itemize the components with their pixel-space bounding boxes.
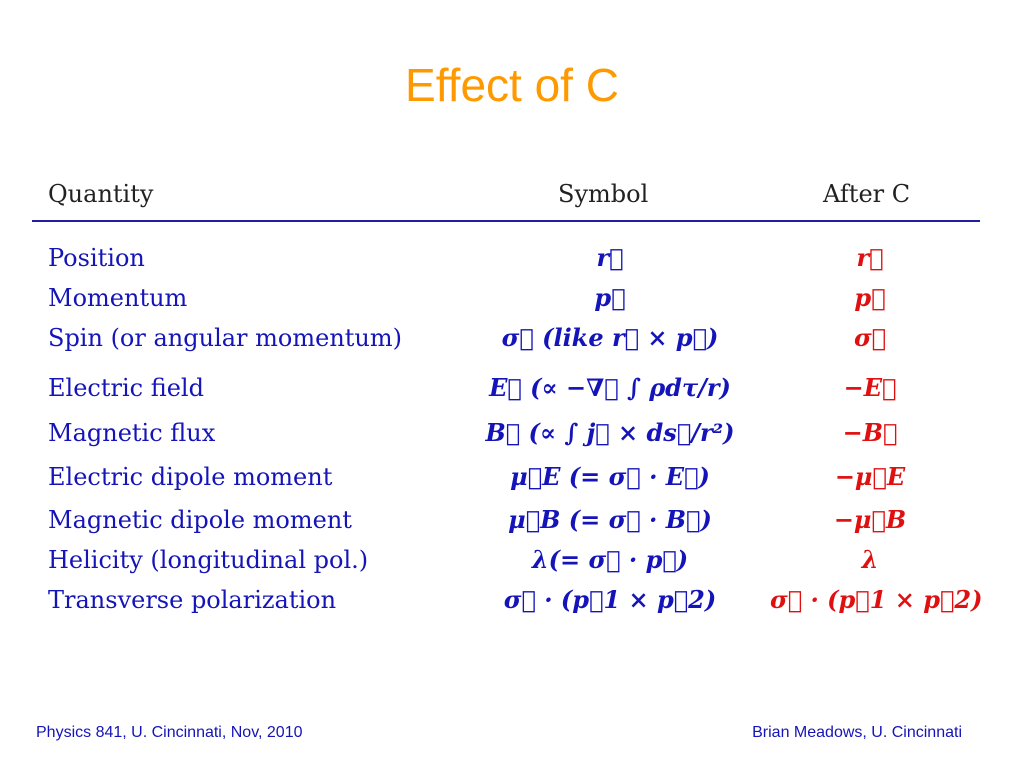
table-row [0, 540, 1024, 580]
table-row [0, 368, 1024, 408]
table-row [0, 413, 1024, 453]
quantity-cell: Magnetic dipole moment [48, 506, 352, 534]
quantity-cell: Transverse polarization [48, 586, 337, 614]
symbol-cell: μ⃗E (= σ⃗ · E⃗) [510, 462, 710, 491]
symbol-cell: σ⃗ · (p⃗1 × p⃗2) [503, 585, 717, 614]
footer-right: Brian Meadows, U. Cincinnati [752, 724, 962, 741]
quantity-cell: Momentum [48, 284, 188, 312]
table-row [0, 457, 1024, 497]
table-row [0, 580, 1024, 620]
quantity-cell: Magnetic flux [48, 419, 216, 447]
after-c-cell: λ [861, 545, 879, 574]
symbol-cell: σ⃗ (like r⃗ × p⃗) [501, 323, 719, 352]
quantity-cell: Position [48, 244, 145, 272]
symbol-cell: λ(= σ⃗ · p⃗) [531, 545, 689, 574]
table-row [0, 318, 1024, 358]
table-row [0, 238, 1024, 278]
after-c-cell: −μ⃗E [834, 462, 906, 491]
quantity-cell: Helicity (longitudinal pol.) [48, 546, 369, 574]
header-after-c: After C [823, 180, 911, 208]
header-rule [32, 220, 980, 222]
quantity-cell: Spin (or angular momentum) [48, 324, 402, 352]
footer-left: Physics 841, U. Cincinnati, Nov, 2010 [36, 724, 303, 741]
symbol-cell: r⃗ [596, 243, 624, 272]
table-row [0, 278, 1024, 318]
after-c-cell: p⃗ [854, 283, 886, 312]
after-c-cell: r⃗ [856, 243, 884, 272]
after-c-cell: −B⃗ [842, 418, 898, 447]
header-quantity: Quantity [48, 180, 154, 208]
symbol-cell: μ⃗B (= σ⃗ · B⃗) [508, 505, 712, 534]
slide-title: Effect of C [405, 59, 619, 111]
quantity-cell: Electric dipole moment [48, 463, 333, 491]
after-c-cell: −E⃗ [843, 373, 897, 402]
after-c-cell: σ⃗ [853, 323, 887, 352]
symbol-cell: p⃗ [594, 283, 626, 312]
symbol-cell: B⃗ (∝ ∫ j⃗ × ds⃗/r²) [485, 418, 735, 447]
after-c-cell: σ⃗ · (p⃗1 × p⃗2) [770, 585, 983, 614]
quantity-cell: Electric field [48, 374, 204, 402]
symbol-cell: E⃗ (∝ −∇⃗ ∫ ρdτ/r) [489, 373, 731, 402]
header-symbol: Symbol [558, 180, 649, 208]
after-c-cell: −μ⃗B [833, 505, 907, 534]
table-row [0, 500, 1024, 540]
